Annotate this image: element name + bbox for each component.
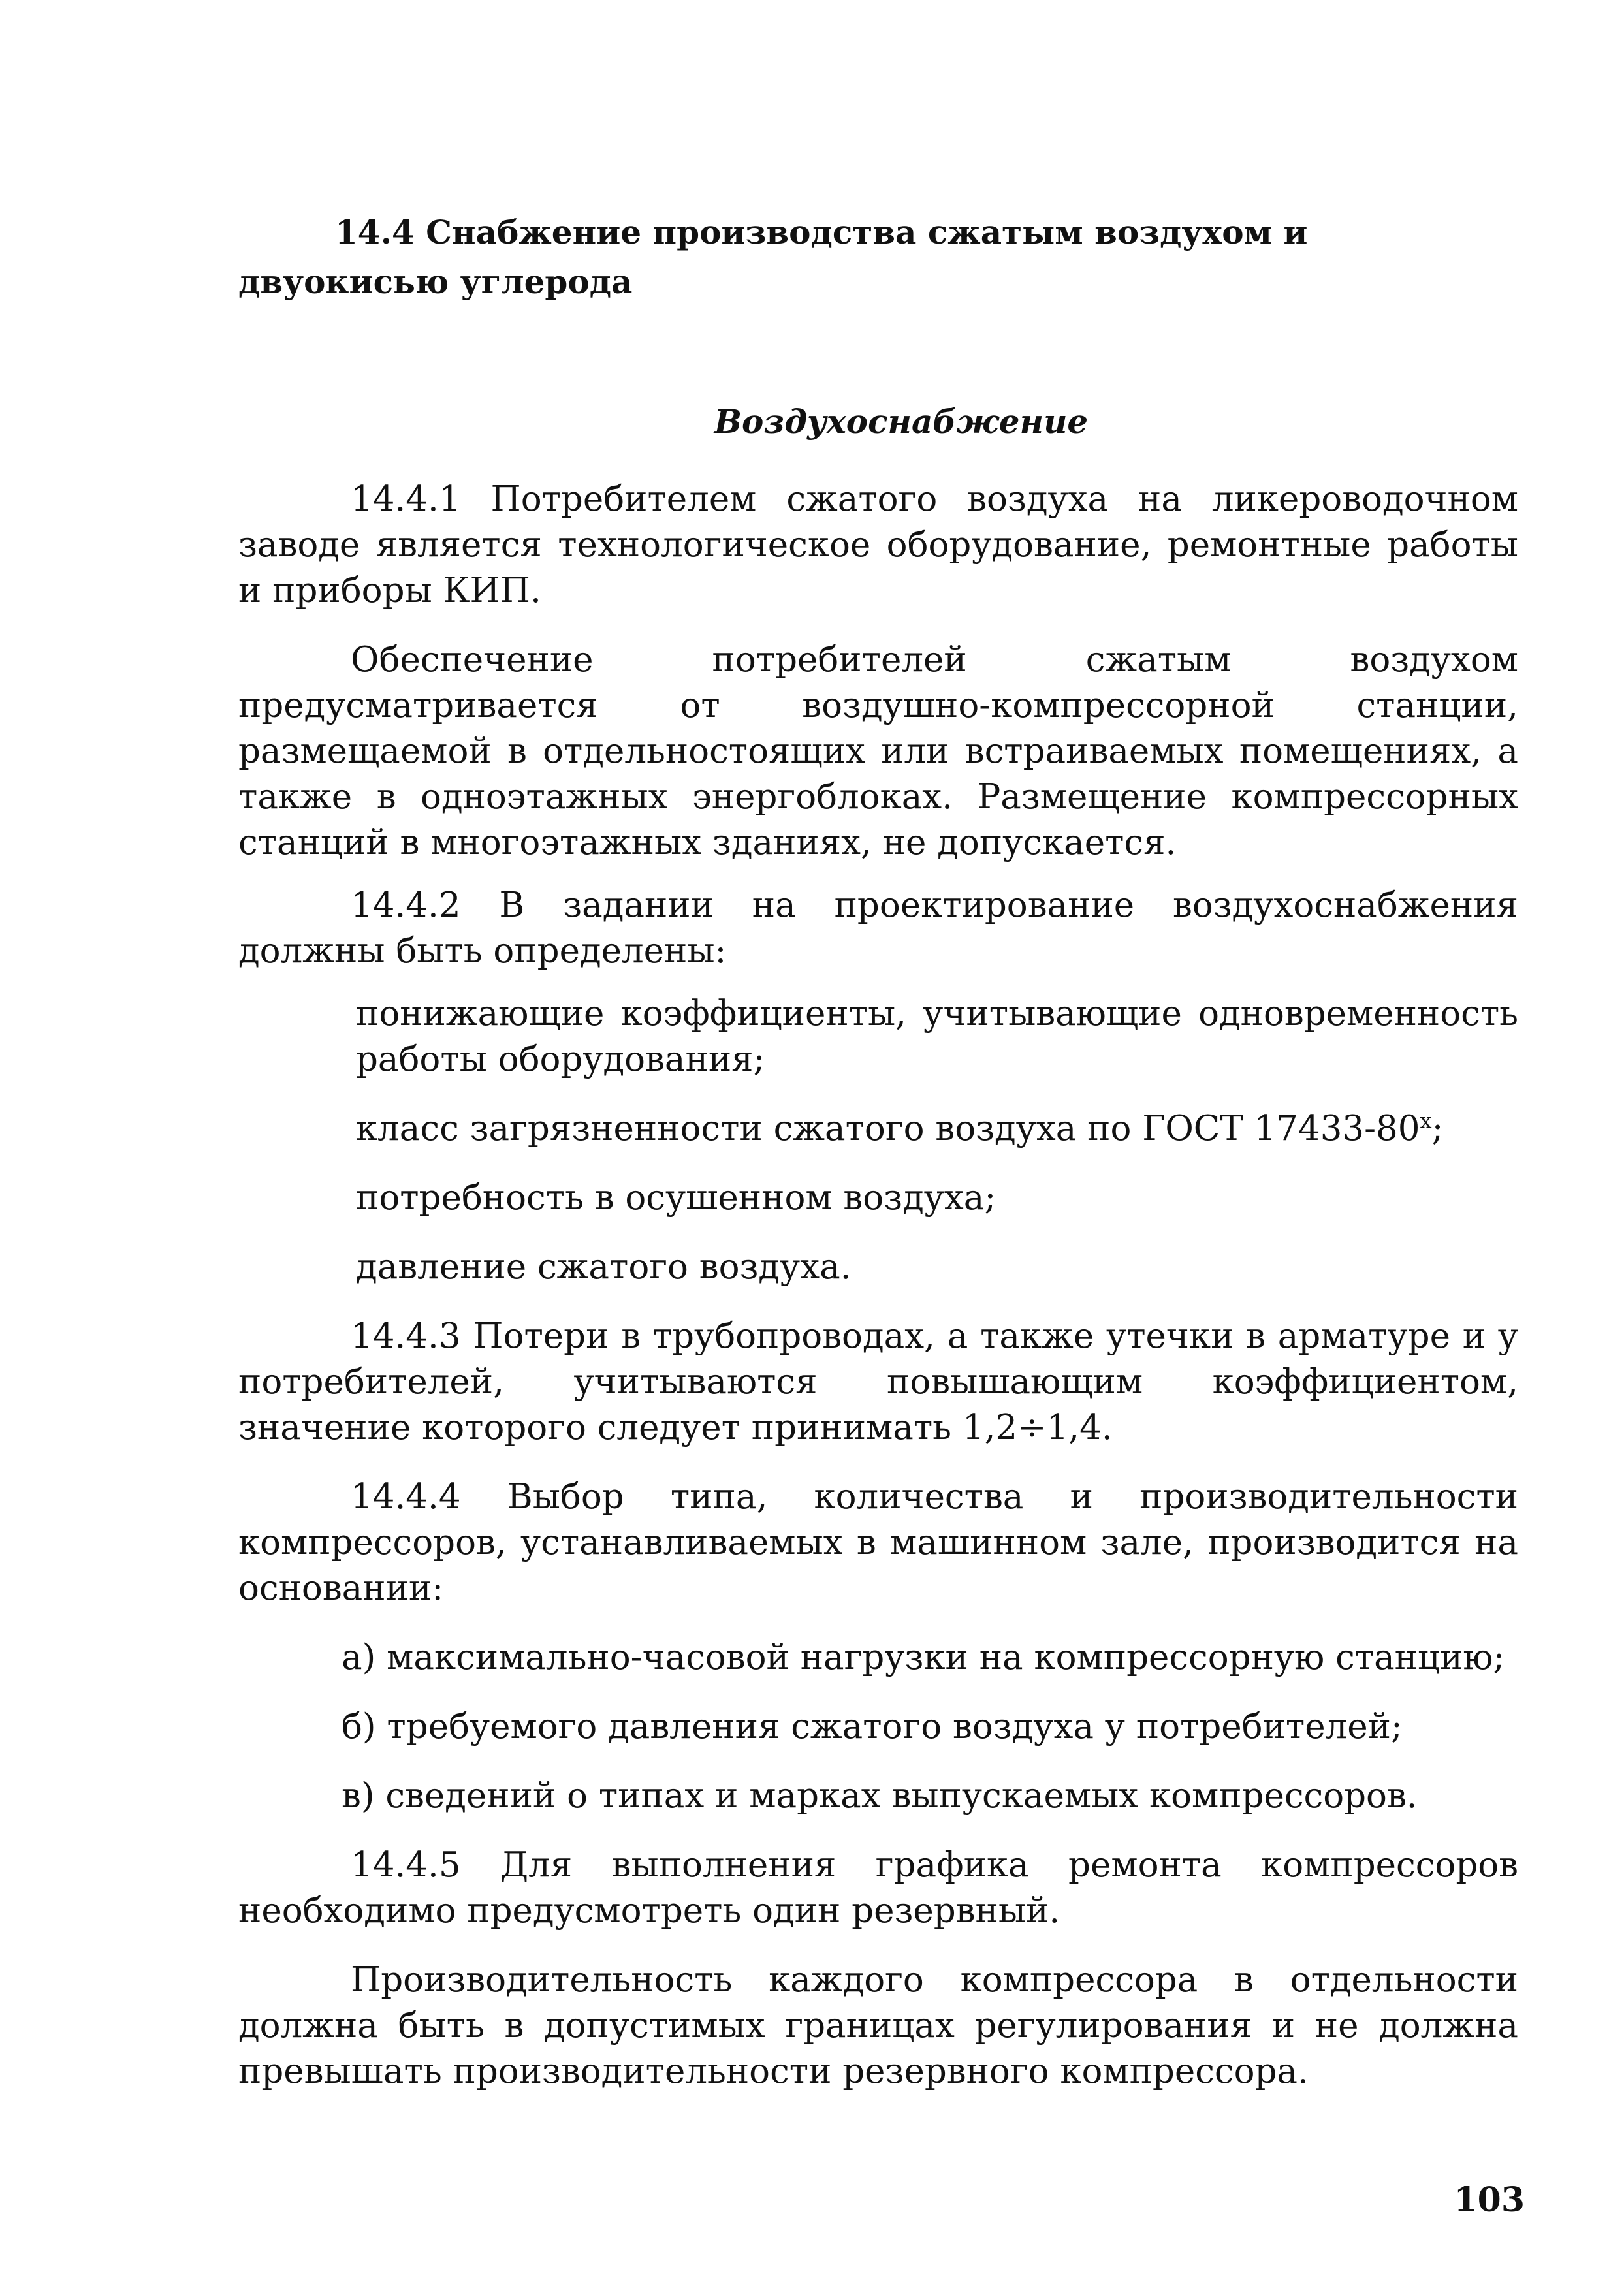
superscript-mark: х: [1420, 1108, 1432, 1133]
list-item-contamination-text: класс загрязненности сжатого воздуха по ГОСТ 17433-80: [356, 1109, 1420, 1148]
list-item-b: б) требуемого давления сжатого воздуха у потребителей;: [342, 1707, 1403, 1747]
paragraph-14-4-1: 14.4.1 Потребителем сжатого воздуха на ликероводочном заводе является технологическое оборудование, ремонтные работы и приборы КИП.: [238, 479, 1518, 610]
list-item-dried-air: потребность в осушенном воздуха;: [356, 1178, 996, 1218]
paragraph-14-4-4: 14.4.4 Выбор типа, количества и производительности компрессоров, устанавливаемых в машинном зале, производится на основании:: [238, 1477, 1518, 1608]
list-item-coefficients: понижающие коэффициенты, учитывающие одновременность работы оборудования;: [356, 994, 1518, 1079]
section-heading: 14.4 Снабжение производства сжатым воздухом и двуокисью углерода: [238, 213, 1308, 301]
page-number: 103: [1454, 2180, 1525, 2220]
subsection-heading: Воздухоснабжение: [714, 402, 1089, 441]
paragraph-14-4-5: 14.4.5 Для выполнения графика ремонта компрессоров необходимо предусмотреть один резервный.: [238, 1845, 1518, 1931]
list-item-contamination-end: ;: [1431, 1109, 1444, 1148]
list-item-contamination-class: [238, 1106, 1518, 1152]
paragraph-supply: Обеспечение потребителей сжатым воздухом предусматривается от воздушно-компрессорной станции, размещаемой в отдельностоящих или встраиваемых помещениях, а также в одноэтажных энергоблоках. Размещение компрессорных станций в многоэтажных зданиях, не допускается.: [238, 640, 1518, 863]
list-item-c: в) сведений о типах и марках выпускаемых компрессоров.: [342, 1776, 1418, 1816]
list-item-a: а) максимально-часовой нагрузки на компрессорную станцию;: [342, 1638, 1505, 1677]
paragraph-14-4-3: 14.4.3 Потери в трубопроводах, а также утечки в арматуре и у потребителей, учитываются повышающим коэффициентом, значение которого следует принимать 1,2÷1,4.: [238, 1316, 1518, 1448]
body-text: [238, 477, 1518, 2095]
list-item-pressure: давление сжатого воздуха.: [356, 1247, 852, 1287]
paragraph-14-4-2: 14.4.2 В задании на проектирование воздухоснабжения должны быть определены:: [238, 885, 1518, 971]
paragraph-performance: Производительность каждого компрессора в отдельности должна быть в допустимых границах регулирования и не должна превышать производительности резервного компрессора.: [238, 1960, 1518, 2091]
